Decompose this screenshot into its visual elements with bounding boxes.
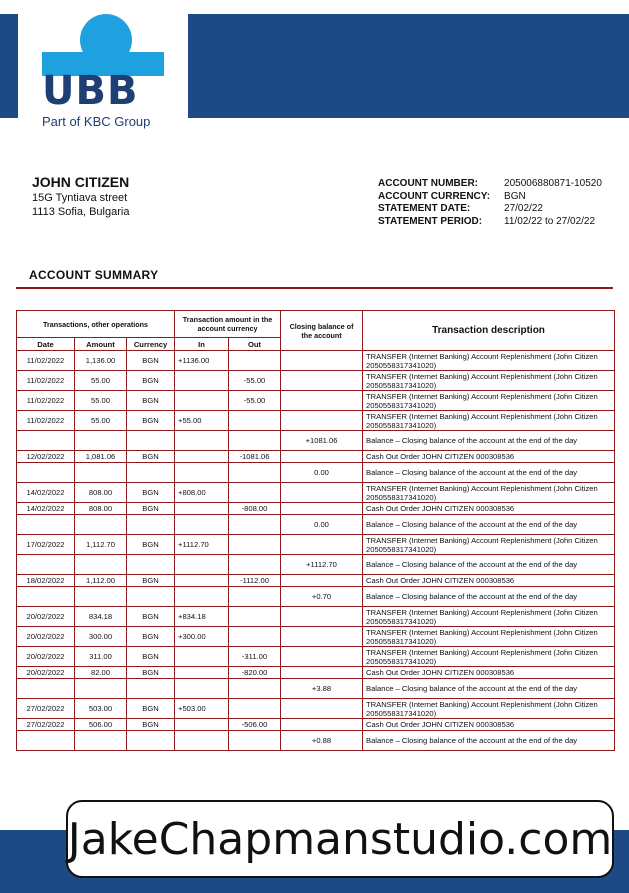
cell-closing: 0.00 xyxy=(281,515,363,535)
cell-currency xyxy=(127,463,175,483)
account-label: STATEMENT PERIOD: xyxy=(378,215,483,227)
cell-description: Cash Out Order JOHN CITIZEN 000308536 xyxy=(363,575,615,587)
account-row xyxy=(378,178,602,191)
header-band-left xyxy=(0,14,18,118)
cell-out xyxy=(229,555,281,575)
cell-amount xyxy=(75,555,127,575)
header-in: In xyxy=(175,338,229,351)
cell-currency: BGN xyxy=(127,575,175,587)
cell-closing: +1081.06 xyxy=(281,431,363,451)
cell-description: Balance – Closing balance of the account at the end of the day xyxy=(363,515,615,535)
table-row xyxy=(17,555,615,575)
cell-amount: 1,136.00 xyxy=(75,351,127,371)
cell-closing: +0.70 xyxy=(281,587,363,607)
cell-currency: BGN xyxy=(127,627,175,647)
cell-currency: BGN xyxy=(127,699,175,719)
header-out: Out xyxy=(229,338,281,351)
cell-in xyxy=(175,371,229,391)
cell-out xyxy=(229,431,281,451)
cell-amount: 55.00 xyxy=(75,411,127,431)
cell-amount xyxy=(75,679,127,699)
table-row xyxy=(17,575,615,587)
cell-amount: 1,112.00 xyxy=(75,575,127,587)
logo-subtitle: Part of KBC Group xyxy=(42,114,151,129)
cell-closing xyxy=(281,535,363,555)
table-row xyxy=(17,699,615,719)
customer-address-line2: 1113 Sofia, Bulgaria xyxy=(32,206,130,218)
cell-currency xyxy=(127,555,175,575)
cell-date: 20/02/2022 xyxy=(17,667,75,679)
cell-description: Balance – Closing balance of the account at the end of the day xyxy=(363,555,615,575)
cell-in xyxy=(175,575,229,587)
cell-description: Balance – Closing balance of the account at the end of the day xyxy=(363,431,615,451)
table-row xyxy=(17,647,615,667)
cell-description: TRANSFER (Internet Banking) Account Replenishment (John Citizen 2050558317341020) xyxy=(363,351,615,371)
cell-out: -1112.00 xyxy=(229,575,281,587)
cell-closing xyxy=(281,627,363,647)
cell-out xyxy=(229,627,281,647)
table-row xyxy=(17,351,615,371)
cell-closing xyxy=(281,647,363,667)
cell-out: -55.00 xyxy=(229,371,281,391)
cell-currency: BGN xyxy=(127,391,175,411)
cell-date: 17/02/2022 xyxy=(17,535,75,555)
cell-currency: BGN xyxy=(127,607,175,627)
cell-description: Cash Out Order JOHN CITIZEN 000308536 xyxy=(363,719,615,731)
cell-amount: 808.00 xyxy=(75,503,127,515)
cell-currency xyxy=(127,515,175,535)
cell-in xyxy=(175,679,229,699)
table-row xyxy=(17,483,615,503)
cell-date: 14/02/2022 xyxy=(17,483,75,503)
logo-text: UBB xyxy=(42,68,139,114)
account-row xyxy=(378,203,602,216)
cell-amount: 82.00 xyxy=(75,667,127,679)
cell-currency xyxy=(127,431,175,451)
table-row xyxy=(17,535,615,555)
cell-out: -506.00 xyxy=(229,719,281,731)
cell-in xyxy=(175,587,229,607)
cell-out xyxy=(229,463,281,483)
cell-out xyxy=(229,731,281,751)
cell-amount: 506.00 xyxy=(75,719,127,731)
cell-closing xyxy=(281,575,363,587)
cell-currency: BGN xyxy=(127,667,175,679)
cell-in: +55.00 xyxy=(175,411,229,431)
cell-currency: BGN xyxy=(127,483,175,503)
cell-description: Cash Out Order JOHN CITIZEN 000308536 xyxy=(363,667,615,679)
cell-in xyxy=(175,463,229,483)
table-row xyxy=(17,627,615,647)
cell-in xyxy=(175,555,229,575)
cell-closing: +3.88 xyxy=(281,679,363,699)
section-title: ACCOUNT SUMMARY xyxy=(29,268,159,282)
cell-currency xyxy=(127,587,175,607)
cell-description: TRANSFER (Internet Banking) Account Replenishment (John Citizen 2050558317341020) xyxy=(363,535,615,555)
table-row xyxy=(17,463,615,483)
cell-in xyxy=(175,451,229,463)
cell-date xyxy=(17,555,75,575)
cell-description: TRANSFER (Internet Banking) Account Replenishment (John Citizen 2050558317341020) xyxy=(363,483,615,503)
cell-description: TRANSFER (Internet Banking) Account Replenishment (John Citizen 2050558317341020) xyxy=(363,371,615,391)
cell-out: -820.00 xyxy=(229,667,281,679)
account-details xyxy=(378,178,602,228)
cell-in: +1112.70 xyxy=(175,535,229,555)
cell-description: TRANSFER (Internet Banking) Account Replenishment (John Citizen 2050558317341020) xyxy=(363,647,615,667)
cell-date xyxy=(17,731,75,751)
cell-amount xyxy=(75,587,127,607)
cell-in xyxy=(175,391,229,411)
account-value: 11/02/22 to 27/02/22 xyxy=(504,215,596,227)
cell-out xyxy=(229,587,281,607)
cell-amount: 55.00 xyxy=(75,391,127,411)
cell-out xyxy=(229,483,281,503)
table-row xyxy=(17,515,615,535)
cell-currency: BGN xyxy=(127,411,175,431)
customer-block xyxy=(32,175,129,219)
cell-description: Balance – Closing balance of the account at the end of the day xyxy=(363,463,615,483)
cell-out: -1081.06 xyxy=(229,451,281,463)
cell-out xyxy=(229,351,281,371)
header-currency: Currency xyxy=(127,338,175,351)
cell-amount: 311.00 xyxy=(75,647,127,667)
header-date: Date xyxy=(17,338,75,351)
cell-in xyxy=(175,431,229,451)
cell-currency xyxy=(127,731,175,751)
cell-closing xyxy=(281,371,363,391)
cell-closing: +0.88 xyxy=(281,731,363,751)
cell-closing xyxy=(281,699,363,719)
section-divider xyxy=(16,287,613,289)
customer-name: JOHN CITIZEN xyxy=(32,174,130,190)
cell-amount: 1,112.70 xyxy=(75,535,127,555)
cell-date: 27/02/2022 xyxy=(17,699,75,719)
cell-date xyxy=(17,679,75,699)
cell-closing xyxy=(281,411,363,431)
cell-in xyxy=(175,515,229,535)
table-row xyxy=(17,667,615,679)
cell-description: TRANSFER (Internet Banking) Account Replenishment (John Citizen 2050558317341020) xyxy=(363,391,615,411)
account-row xyxy=(378,216,602,229)
customer-address-line1: 15G Tyntiava street xyxy=(32,192,128,204)
account-value: 205006880871-10520 xyxy=(504,178,602,189)
cell-currency: BGN xyxy=(127,647,175,667)
cell-currency: BGN xyxy=(127,719,175,731)
cell-closing xyxy=(281,351,363,371)
cell-closing xyxy=(281,483,363,503)
cell-in: +808.00 xyxy=(175,483,229,503)
cell-amount: 300.00 xyxy=(75,627,127,647)
cell-date xyxy=(17,515,75,535)
cell-amount xyxy=(75,731,127,751)
cell-description: TRANSFER (Internet Banking) Account Replenishment (John Citizen 2050558317341020) xyxy=(363,607,615,627)
cell-in xyxy=(175,667,229,679)
cell-in: +1136.00 xyxy=(175,351,229,371)
table-row xyxy=(17,411,615,431)
header-description: Transaction description xyxy=(363,311,615,351)
transactions-table xyxy=(16,310,615,751)
cell-currency xyxy=(127,679,175,699)
cell-date: 12/02/2022 xyxy=(17,451,75,463)
table-row xyxy=(17,679,615,699)
cell-out: -311.00 xyxy=(229,647,281,667)
cell-closing: +1112.70 xyxy=(281,555,363,575)
cell-amount: 1,081.06 xyxy=(75,451,127,463)
cell-currency: BGN xyxy=(127,451,175,463)
cell-date: 20/02/2022 xyxy=(17,627,75,647)
table-row xyxy=(17,451,615,463)
cell-date xyxy=(17,431,75,451)
cell-amount: 55.00 xyxy=(75,371,127,391)
table-row xyxy=(17,431,615,451)
header-amount-group: Transaction amount in the account currency xyxy=(175,311,281,338)
cell-in: +300.00 xyxy=(175,627,229,647)
cell-date: 27/02/2022 xyxy=(17,719,75,731)
cell-currency: BGN xyxy=(127,371,175,391)
account-label: ACCOUNT CURRENCY: xyxy=(378,190,491,202)
cell-closing xyxy=(281,391,363,411)
cell-closing: 0.00 xyxy=(281,463,363,483)
cell-out: -808.00 xyxy=(229,503,281,515)
table-row xyxy=(17,731,615,751)
cell-out: -55.00 xyxy=(229,391,281,411)
cell-amount xyxy=(75,431,127,451)
cell-date: 18/02/2022 xyxy=(17,575,75,587)
table-row xyxy=(17,607,615,627)
table-row xyxy=(17,503,615,515)
cell-date: 20/02/2022 xyxy=(17,647,75,667)
cell-amount: 834.18 xyxy=(75,607,127,627)
table-row xyxy=(17,587,615,607)
account-label: ACCOUNT NUMBER: xyxy=(378,178,478,189)
cell-description: TRANSFER (Internet Banking) Account Replenishment (John Citizen 2050558317341020) xyxy=(363,699,615,719)
cell-closing xyxy=(281,667,363,679)
table-row xyxy=(17,391,615,411)
cell-in: +834.18 xyxy=(175,607,229,627)
cell-description: Balance – Closing balance of the account at the end of the day xyxy=(363,587,615,607)
cell-description: Cash Out Order JOHN CITIZEN 000308536 xyxy=(363,503,615,515)
cell-out xyxy=(229,679,281,699)
cell-description: TRANSFER (Internet Banking) Account Replenishment (John Citizen 2050558317341020) xyxy=(363,627,615,647)
cell-amount: 808.00 xyxy=(75,483,127,503)
account-value: 27/02/22 xyxy=(504,203,543,214)
cell-description: Cash Out Order JOHN CITIZEN 000308536 xyxy=(363,451,615,463)
cell-out xyxy=(229,515,281,535)
cell-closing xyxy=(281,451,363,463)
table-row xyxy=(17,371,615,391)
cell-in xyxy=(175,731,229,751)
cell-amount xyxy=(75,515,127,535)
account-label: STATEMENT DATE: xyxy=(378,203,471,214)
cell-date xyxy=(17,587,75,607)
cell-description: TRANSFER (Internet Banking) Account Replenishment (John Citizen 2050558317341020) xyxy=(363,411,615,431)
cell-closing xyxy=(281,503,363,515)
header-band xyxy=(188,14,629,118)
cell-closing xyxy=(281,607,363,627)
cell-date: 11/02/2022 xyxy=(17,391,75,411)
header-closing-balance: Closing balance of the account xyxy=(281,311,363,351)
cell-date: 11/02/2022 xyxy=(17,371,75,391)
account-row xyxy=(378,191,602,204)
table-row xyxy=(17,719,615,731)
cell-amount: 503.00 xyxy=(75,699,127,719)
cell-description: Balance – Closing balance of the account at the end of the day xyxy=(363,731,615,751)
watermark: JakeChapmanstudio.com xyxy=(66,800,614,878)
cell-description: Balance – Closing balance of the account at the end of the day xyxy=(363,679,615,699)
header-amount: Amount xyxy=(75,338,127,351)
cell-out xyxy=(229,607,281,627)
account-value: BGN xyxy=(504,190,526,202)
cell-out xyxy=(229,411,281,431)
cell-in: +503.00 xyxy=(175,699,229,719)
bank-logo xyxy=(38,10,178,130)
cell-date xyxy=(17,463,75,483)
cell-currency: BGN xyxy=(127,503,175,515)
cell-date: 20/02/2022 xyxy=(17,607,75,627)
cell-in xyxy=(175,503,229,515)
cell-currency: BGN xyxy=(127,535,175,555)
cell-in xyxy=(175,719,229,731)
cell-in xyxy=(175,647,229,667)
cell-closing xyxy=(281,719,363,731)
cell-date: 11/02/2022 xyxy=(17,351,75,371)
cell-date: 11/02/2022 xyxy=(17,411,75,431)
header-transactions-group: Transactions, other operations xyxy=(17,311,175,338)
cell-out xyxy=(229,535,281,555)
cell-amount xyxy=(75,463,127,483)
cell-date: 14/02/2022 xyxy=(17,503,75,515)
cell-currency: BGN xyxy=(127,351,175,371)
cell-out xyxy=(229,699,281,719)
